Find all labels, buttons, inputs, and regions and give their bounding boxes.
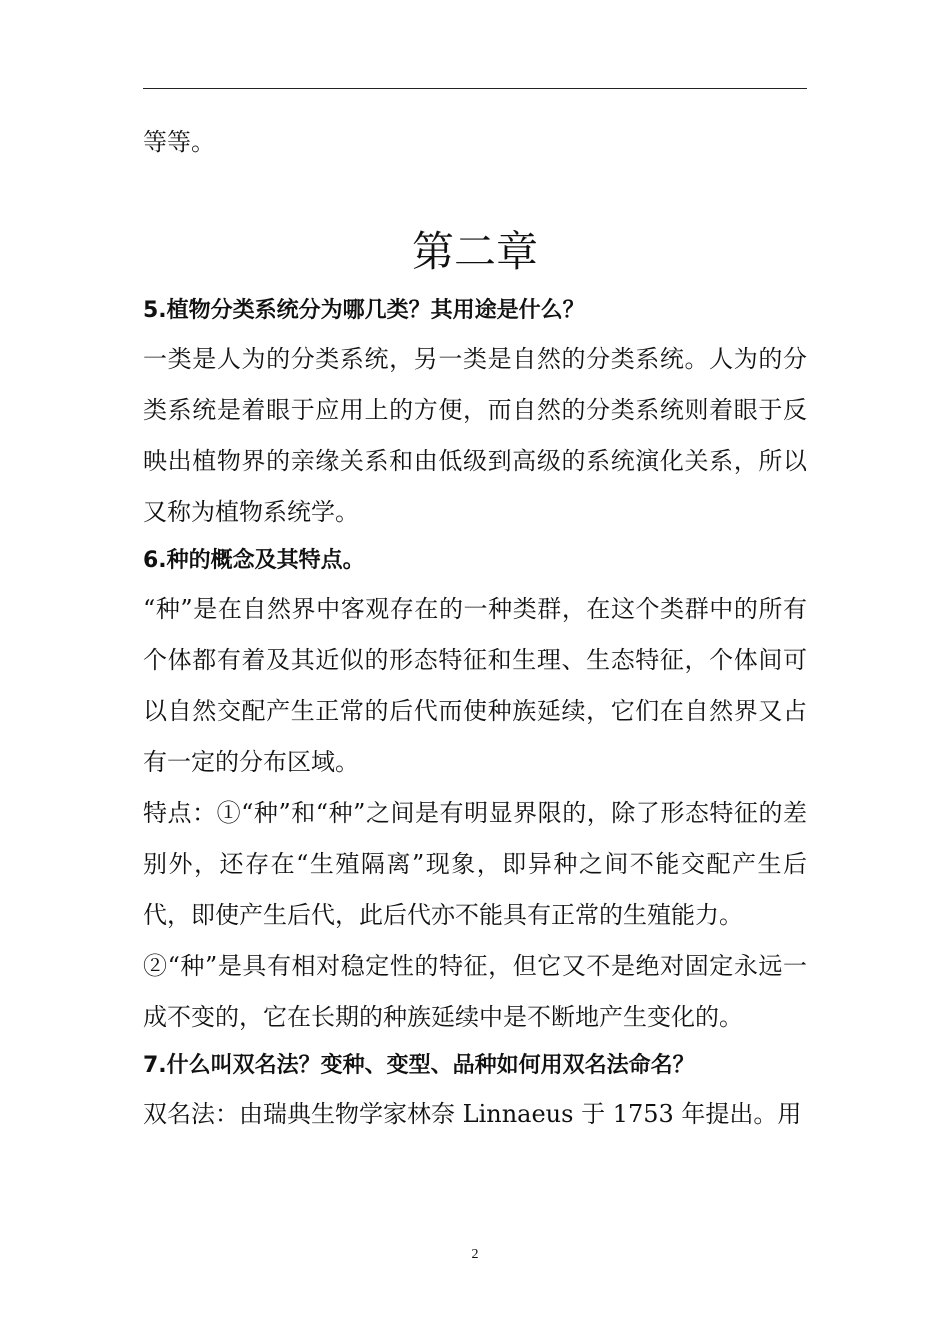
page-number: 2: [471, 1247, 479, 1262]
question-6-feature-1: 特点：①“种”和“种”之间是有明显界限的，除了形态特征的差别外，还存在“生殖隔离”现象，即异种之间不能交配产生后代，即使产生后代，此后代亦不能具有正常的生殖能力。: [143, 799, 807, 929]
header-rule: [143, 88, 807, 89]
question-6-definition: “种”是在自然界中客观存在的一种类群，在这个类群中的所有个体都有着及其近似的形态特征和生理、生态特征，个体间可以自然交配产生正常的后代而使种族延续，它们在自然界又占有一定的分布区域。: [143, 595, 807, 776]
question-6-title: 6.种的概念及其特点。: [143, 548, 365, 573]
question-6-feature-2: ②“种”是具有相对稳定性的特征，但它又不是绝对固定永远一成不变的，它在长期的种族延续中是不断地产生变化的。: [143, 952, 807, 1031]
chapter-title: 第二章: [411, 227, 538, 276]
question-7-title: 7.什么叫双名法？变种、变型、品种如何用双名法命名？: [143, 1053, 695, 1078]
question-7-answer: 双名法：由瑞典生物学家林奈 Linnaeus 于 1753 年提出。用: [143, 1100, 802, 1128]
question-5-answer: 一类是人为的分类系统，另一类是自然的分类系统。人为的分类系统是着眼于应用上的方便，而自然的分类系统则着眼于反映出植物界的亲缘关系和由低级到高级的系统演化关系，所以又称为植物系统学。: [143, 345, 807, 526]
question-5-title: 5.植物分类系统分为哪几类？其用途是什么？: [143, 298, 585, 323]
carryover-text: 等等。: [143, 128, 215, 156]
page-content: [143, 118, 807, 1140]
